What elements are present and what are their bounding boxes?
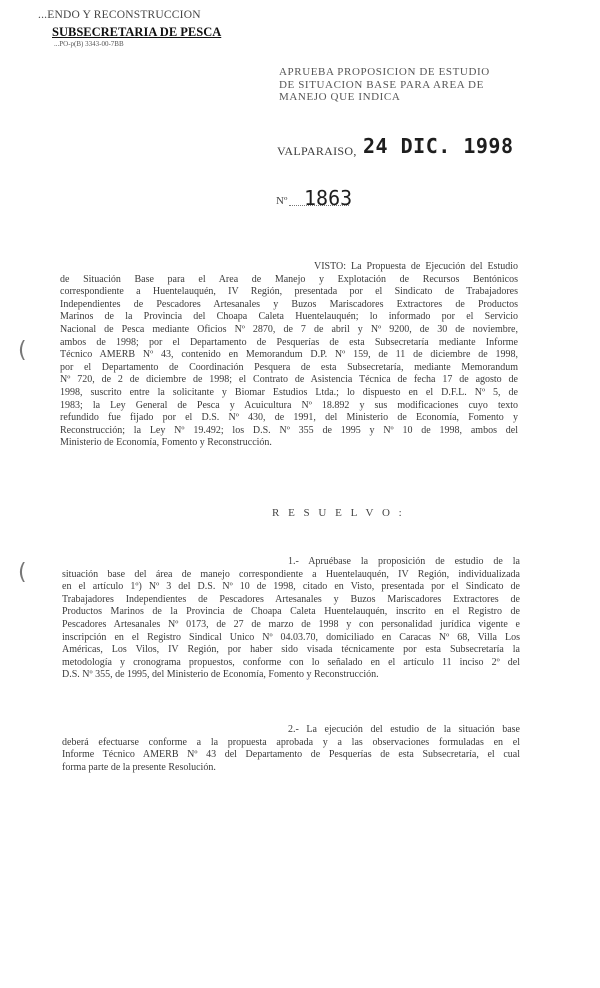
resolution-1-line: 1.- Apruébase la proposición de estudio de la (288, 556, 520, 567)
resolution-1-line: situación base del área de manejo correspondiente a Huentelauquén, IV Región, individualizada (62, 568, 520, 580)
letterhead-subsecretaria: SUBSECRETARIA DE PESCA (52, 25, 222, 39)
visto-line: 1998, suscrito entre la solicitante y Biomar Estudios Ltda.; lo dispuesto en el D.F.L. Nº 5, de (60, 386, 518, 398)
visto-line: Nº 720, de 2 de diciembre de 1998; el Contrato de Asistencia Técnica de fecha 17 de agosto de (60, 374, 518, 386)
resuelvo-heading: R E S U E L V O : (272, 507, 405, 519)
resolution-1-line: metodología y cronograma propuestos, conforme con lo señalado en el artículo 11 inciso 2º del (62, 656, 520, 668)
date-stamp: 24 DIC. 1998 (363, 134, 514, 158)
visto-line: 1983; la Ley General de Pesca y Acuicultura Nº 18.892 y sus modificaciones cuyo texto (60, 399, 518, 411)
visto-line: Técnico AMERB Nº 43, contenido en Memorandum D.P. Nº 159, de 11 de diciembre de 1998, (60, 349, 518, 361)
visto-line: por el Departamento de Coordinación Pesquera de esta Subsecretaría, mediante Memorandum (60, 361, 518, 373)
number-label: Nº (276, 195, 288, 207)
resolution-2-line: Informe Técnico AMERB Nº 43 del Departamento de Pesquerías de esta Subsecretaría, el cual (62, 749, 520, 761)
resolution-1-line: inscripción en el Registro Sindical Unico Nº 04.03.70, domiciliado en Caracas Nº 68, Villa Los (62, 631, 520, 643)
document-subject: APRUEBA PROPOSICION DE ESTUDIO DE SITUACION BASE PARA AREA DE MANEJO QUE INDICA (279, 66, 490, 103)
resolution-1-paragraph (62, 556, 520, 682)
resolution-2-line: forma parte de la presente Resolución. (62, 761, 216, 773)
visto-line: ambos de 1998; por el Departamento de Pesquerías de esta Subsecretaría mediante Informe (60, 336, 518, 348)
punch-mark-icon: ( (18, 560, 27, 585)
resolution-2-line: 2.- La ejecución del estudio de la situación base (288, 724, 520, 735)
resolution-1-line: Pescadores Artesanales Nº 0173, de 27 de marzo de 1998 y con personalidad jurídica vigente e (62, 618, 520, 630)
resolution-1-line: en el artículo 1º) Nº 3 del D.S. Nº 10 de 1998, citado en Visto, presentada por el Sindicato de (62, 581, 520, 593)
visto-line: de Situación Base para el Area de Manejo y Explotación de Recursos Bentónicos (60, 273, 518, 285)
place-label: VALPARAISO, (277, 144, 357, 158)
resolution-1-line: Trabajadores Independientes de Pescadores Artesanales y Buzos Mariscadores Extractores de (62, 593, 520, 605)
resolution-1-line: D.S. Nº 355, de 1995, del Ministerio de Economía, Fomento y Reconstrucción. (62, 669, 379, 681)
visto-line: refundido fue fijado por el D.S. Nº 430, de 1991, del Ministerio de Economía, Fomento y (60, 412, 518, 424)
visto-line: correspondiente a Huentelauquén, IV Región, presentada por el Sindicato de Trabajadores (60, 286, 518, 298)
resolution-1-line: Américas, Los Vilos, IV Región, por haber sido visada técnicamente por esta Subsecretaría la (62, 644, 520, 656)
visto-line: Ministerio de Economía, Fomento y Reconstrucción. (60, 437, 272, 449)
resolution-2-paragraph (62, 724, 520, 774)
resolution-1-line: Productos Marinos de la Provincia de Choapa Caleta Huentelauquén, inscrito en el Registro de (62, 606, 520, 618)
letterhead-ministry: ...ENDO Y RECONSTRUCCION (38, 9, 201, 21)
visto-line: Marinos de la Provincia del Choapa Caleta Huentelauquén; lo informado por el Servicio (60, 311, 518, 323)
visto-line: Nacional de Pesca mediante Oficios Nº 2870, de 7 de abril y Nº 9200, de 30 de noviembre, (60, 323, 518, 335)
letterhead-code: ...PO-p(B) 3343-00-7BB (54, 40, 124, 48)
visto-paragraph (60, 261, 518, 450)
visto-line: Reconstrucción; la Ley Nº 19.492; los D.S. Nº 355 de 1995 y Nº 10 de 1998, ambos del (60, 424, 518, 436)
punch-mark-icon: ( (18, 338, 27, 363)
resolution-number: 1863 (304, 186, 353, 210)
visto-line: Independientes de Pescadores Artesanales y Buzos Mariscadores Extractores de Productos (60, 298, 518, 310)
visto-line: VISTO: La Propuesta de Ejecución del Estudio (314, 261, 518, 272)
resolution-2-line: deberá efectuarse conforme a la propuesta aprobada y a las observaciones formuladas en el (62, 736, 520, 748)
